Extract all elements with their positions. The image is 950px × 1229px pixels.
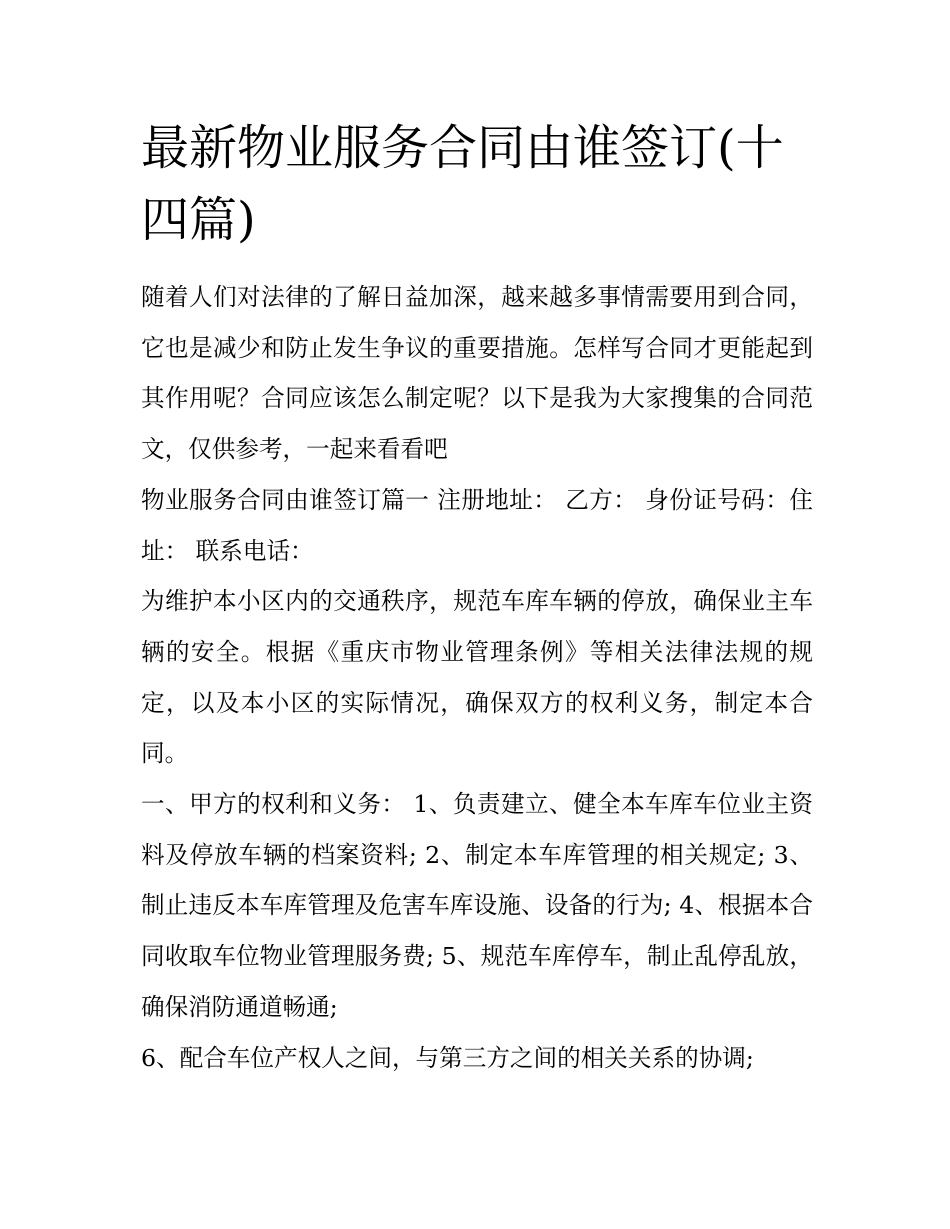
party-info-paragraph: 物业服务合同由谁签订篇一 注册地址： 乙方： 身份证号码：住址： 联系电话：: [141, 485, 813, 565]
purpose-paragraph: 为维护本小区内的交通秩序，规范车库车辆的停放，确保业主车辆的安全。根据《重庆市物业管理条例》等相关法律法规的规定，以及本小区的实际情况，确保双方的权利义务，制定本合同。: [141, 587, 813, 768]
intro-paragraph: 随着人们对法律的了解日益加深，越来越多事情需要用到合同，它也是减少和防止发生争议的重要措施。怎样写合同才更能起到其作用呢？合同应该怎么制定呢？以下是我为大家搜集的合同范文，仅供参考，一起来看看吧: [141, 283, 813, 464]
document-title: 最新物业服务合同由谁签订(十四篇): [141, 120, 784, 248]
coordination-paragraph: 6、配合车位产权人之间，与第三方之间的相关关系的协调;: [141, 1043, 754, 1072]
document-body: [141, 112, 813, 1083]
party-a-rights-paragraph: 一、甲方的权利和义务： 1、负责建立、健全本车库车位业主资料及停放车辆的档案资料; 2、制定本车库管理的相关规定; 3、制止违反本车库管理及危害车库设施、设备的行为; 4、根据本合同收取车位物业管理服务费; 5、规范车库停车，制止乱停乱放，确保消防通道畅通;: [141, 790, 813, 1021]
